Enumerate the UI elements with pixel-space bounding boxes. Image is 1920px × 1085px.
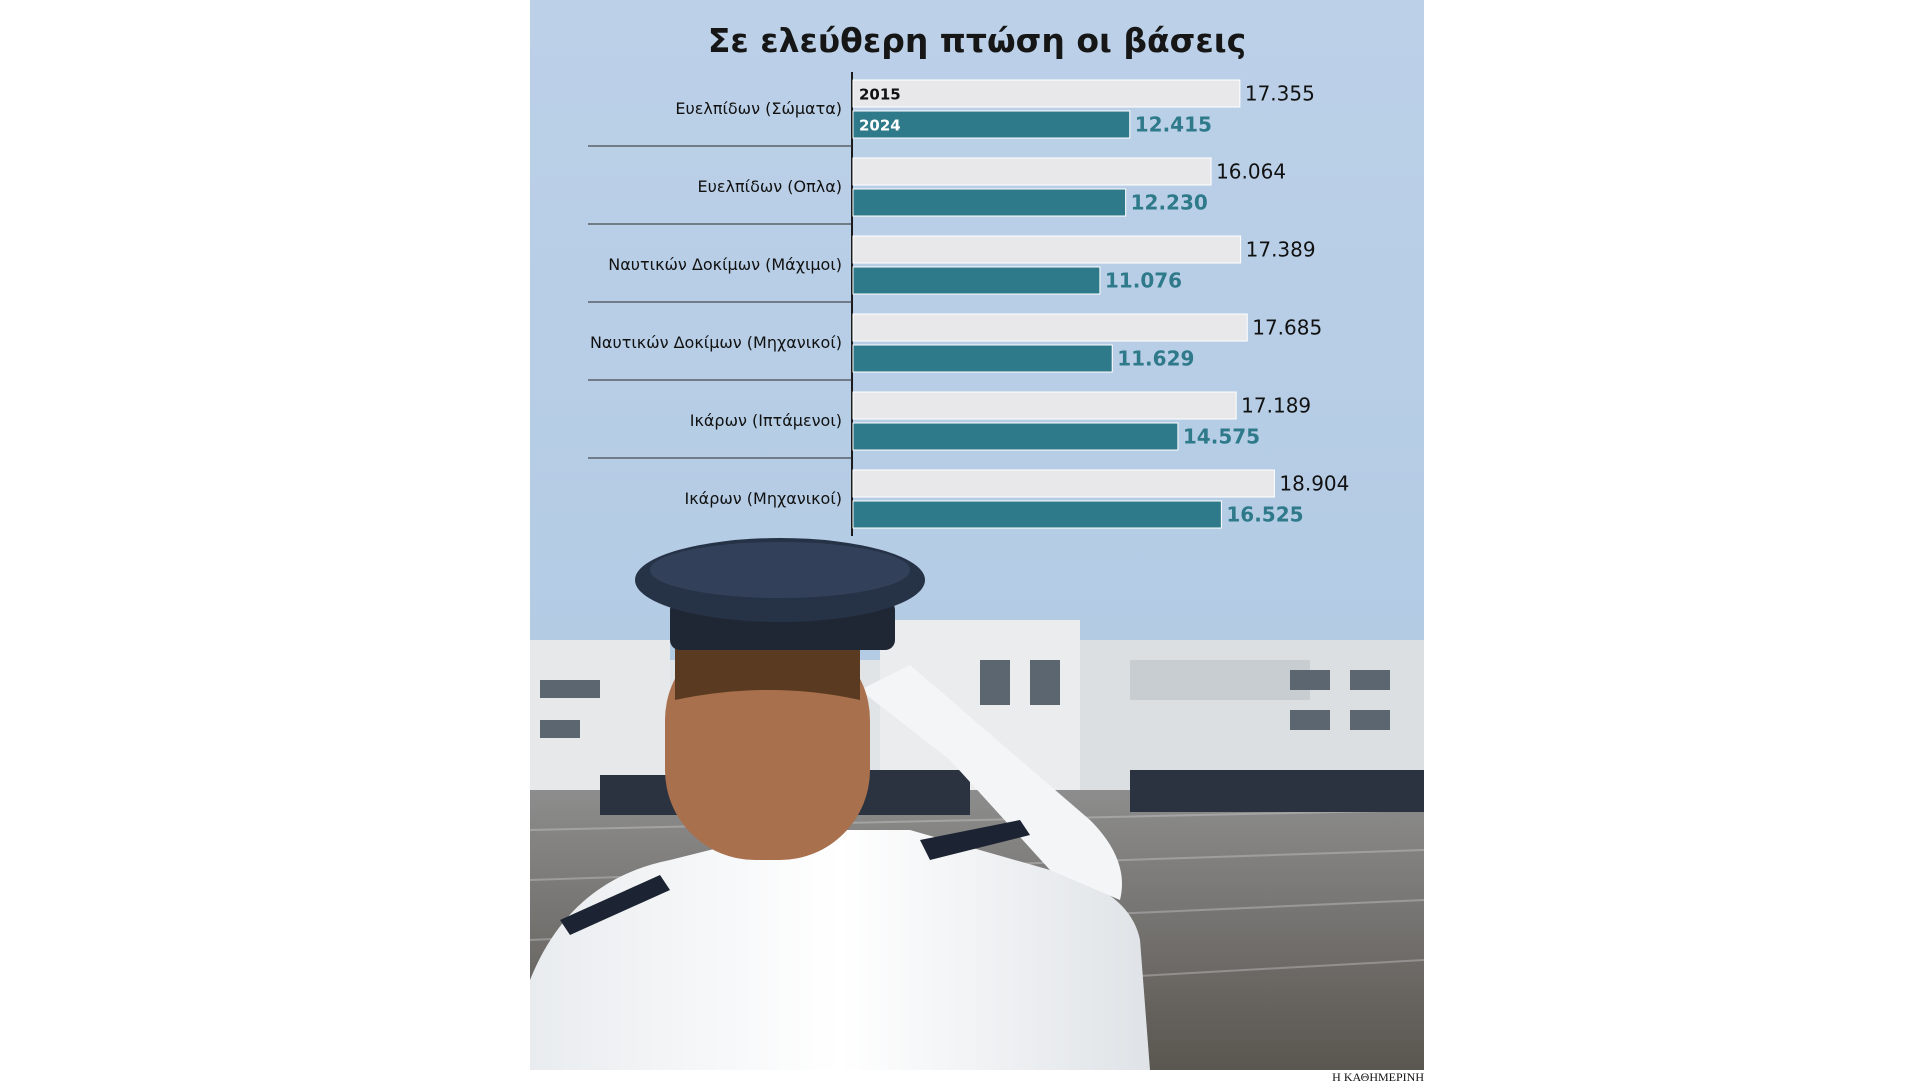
category-label: Ναυτικών Δοκίμων (Μάχιμοι) xyxy=(608,255,842,274)
infographic-panel xyxy=(530,0,1424,1084)
category-label: Ευελπίδων (Σώματα) xyxy=(675,99,842,118)
bar-2015 xyxy=(853,80,1240,107)
bar-chart xyxy=(530,0,1424,1070)
bar-2024 xyxy=(853,423,1178,450)
value-label-2015: 17.685 xyxy=(1252,315,1323,340)
bar-2024 xyxy=(853,345,1112,372)
credit-label: Η ΚΑΘΗΜΕΡΙΝΗ xyxy=(1332,1070,1424,1084)
bar-2024 xyxy=(853,501,1221,528)
category-label: Ευελπίδων (Οπλα) xyxy=(697,177,842,196)
value-label-2015: 17.389 xyxy=(1245,237,1316,262)
category-label: Ναυτικών Δοκίμων (Μηχανικοί) xyxy=(589,333,842,352)
category-label: Ικάρων (Μηχανικοί) xyxy=(684,489,842,508)
value-label-2015: 16.064 xyxy=(1216,159,1287,184)
bar-2024 xyxy=(853,267,1100,294)
value-label-2024: 11.629 xyxy=(1117,346,1195,371)
value-label-2015: 18.904 xyxy=(1279,471,1350,496)
bar-2015 xyxy=(853,158,1211,185)
bar-2024 xyxy=(853,189,1126,216)
bar-2015 xyxy=(853,236,1241,263)
value-label-2024: 12.230 xyxy=(1130,190,1208,215)
legend-2015: 2015 xyxy=(859,85,901,104)
value-label-2024: 14.575 xyxy=(1182,424,1261,449)
value-label-2015: 17.189 xyxy=(1241,393,1312,418)
category-label: Ικάρων (Ιπτάμενοι) xyxy=(689,411,842,430)
legend-2024: 2024 xyxy=(859,116,901,135)
value-label-2024: 16.525 xyxy=(1226,502,1304,527)
value-label-2024: 12.415 xyxy=(1134,112,1212,137)
bar-2015 xyxy=(853,392,1236,419)
bar-2015 xyxy=(853,470,1274,497)
value-label-2024: 11.076 xyxy=(1104,268,1183,293)
bar-2015 xyxy=(853,314,1247,341)
value-label-2015: 17.355 xyxy=(1244,81,1315,106)
chart-title: Σε ελεύθερη πτώση οι βάσεις xyxy=(707,21,1247,60)
